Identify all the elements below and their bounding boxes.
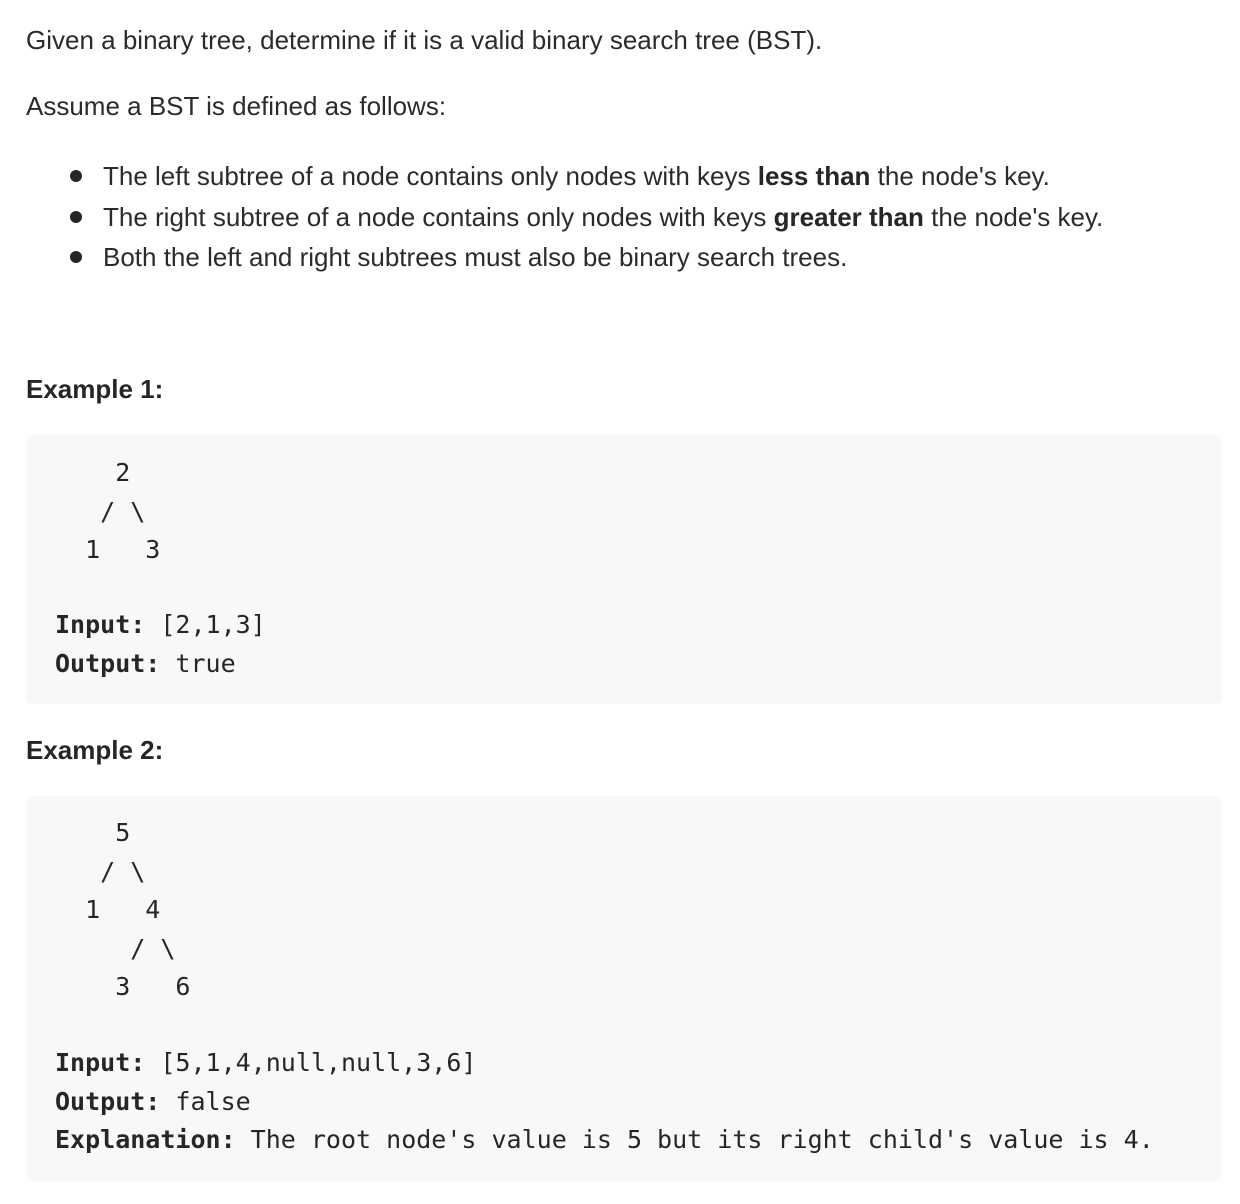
example-1-tree: 2 / \ 1 3 — [85, 458, 161, 564]
example-2-input: Input: [5,1,4,null,null,3,6] — [55, 1048, 477, 1077]
example-1-input: Input: [2,1,3] — [55, 610, 266, 639]
bullet-icon — [70, 211, 82, 223]
bst-definition-lead: Assume a BST is defined as follows: — [26, 91, 447, 121]
example-2-code-block — [26, 796, 1222, 1181]
bst-rule-left: The left subtree of a node contains only nodes with keys less than the node's key. — [70, 156, 1103, 197]
bst-rules-list — [70, 156, 1103, 278]
example-2-tree: 5 / \ 1 4 / \ 3 6 — [85, 818, 191, 1001]
bst-rule-right: The right subtree of a node contains only nodes with keys greater than the node's key. — [70, 197, 1103, 238]
emphasis: less than — [757, 161, 871, 191]
example-1-code-block — [26, 435, 1222, 704]
emphasis: greater than — [773, 201, 924, 232]
bullet-icon — [70, 251, 82, 263]
example-1-output: Output: true — [55, 649, 236, 678]
example-2-explanation: Explanation: The root node's value is 5 but its right child's value is 4. — [55, 1125, 1154, 1154]
bullet-icon — [70, 170, 82, 182]
example-1-heading: Example 1: — [26, 374, 164, 404]
problem-intro: Given a binary tree, determine if it is a valid binary search tree (BST). — [26, 25, 823, 55]
example-2-output: Output: false — [55, 1087, 251, 1116]
example-2-heading: Example 2: — [26, 735, 164, 765]
bst-rule-subtrees: Both the left and right subtrees must also be binary search trees. — [70, 237, 1103, 278]
